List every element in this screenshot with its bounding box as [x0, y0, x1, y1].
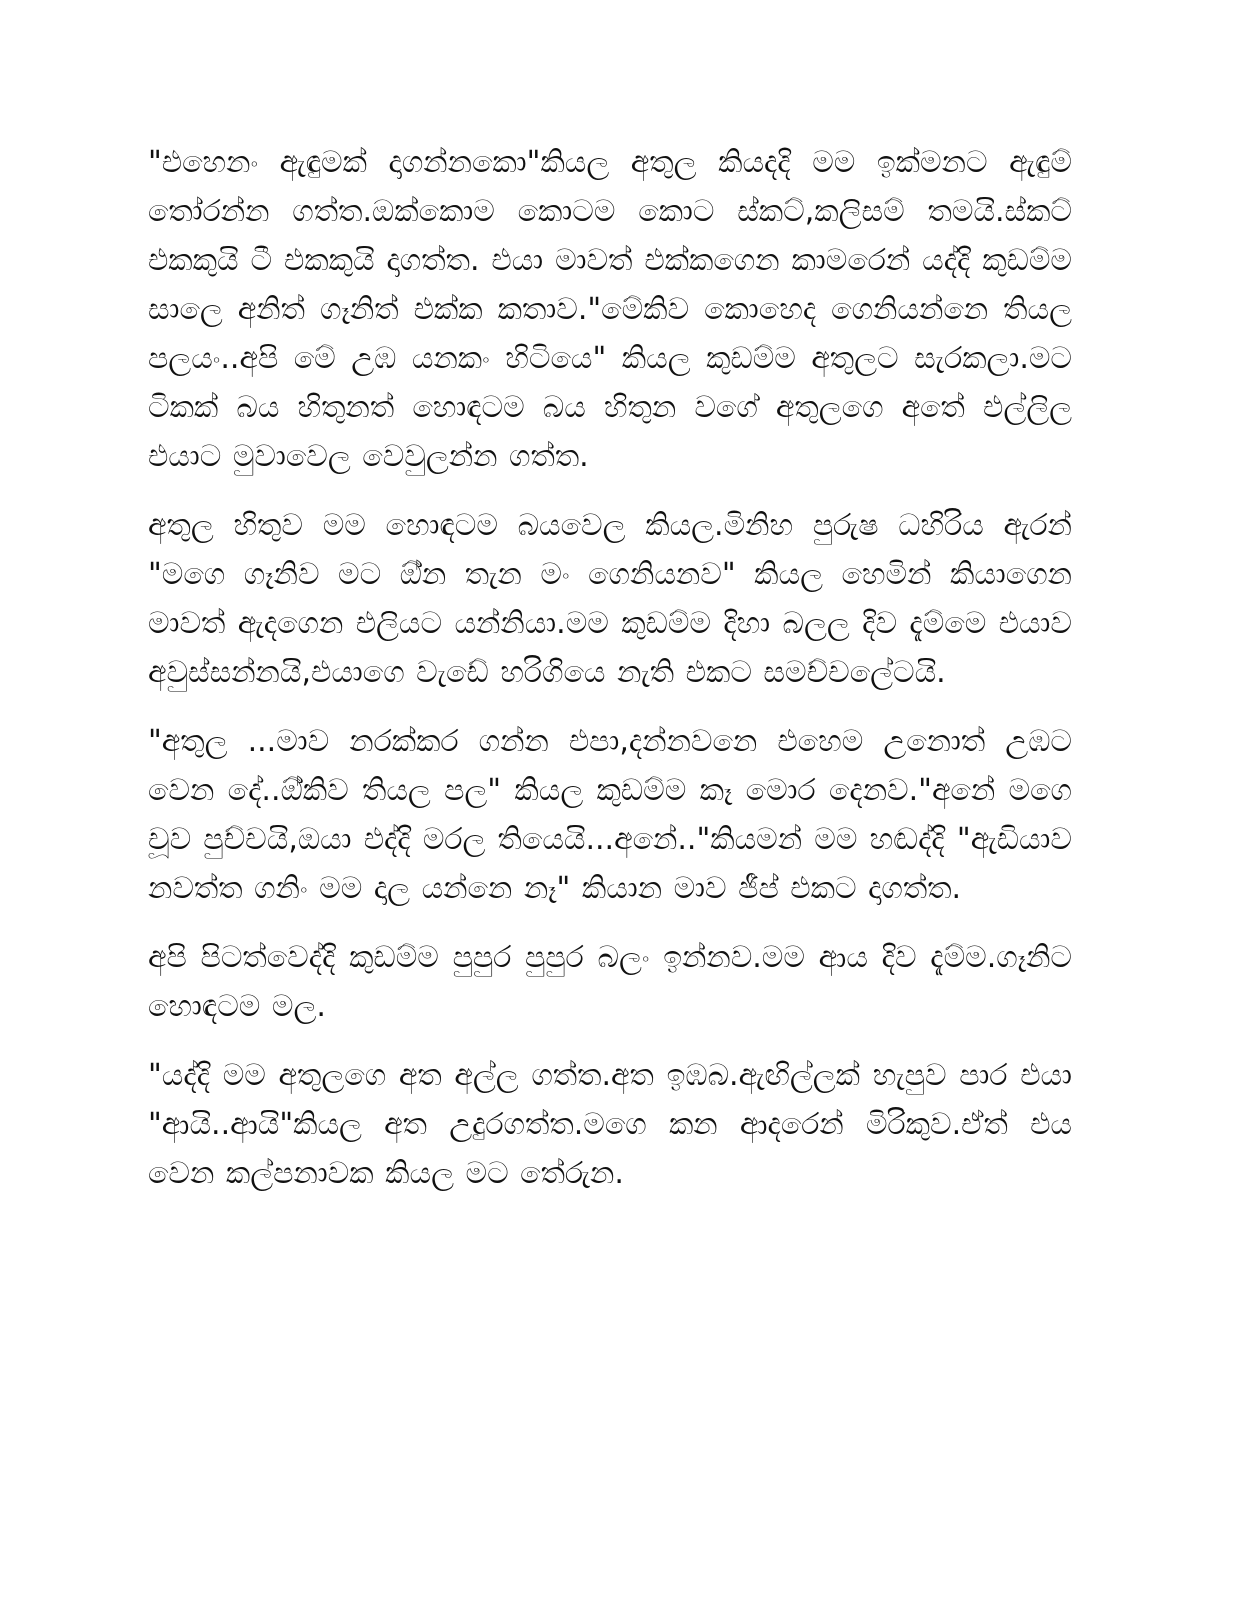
paragraph-5: "යද්දි මම අතුලගෙ අත අල්ල ගත්ත.අත ඉඹබ.ඇඟිල්ලක් හැපුව පාර එයා "ආයි..ආයි"කියල අත උදුරගත්ත.මගෙ කන ආදරෙන් මිරිකුව.ඒත් එය වෙන කල්පනාවක කියල මට තේරුන. — [148, 1058, 1072, 1191]
paragraph-3: "අතුල ...මාව නරක්කර ගන්න එපා,දන්නවනෙ එහෙම උනොත් උඹට වෙන දේ..ඕ්කිව තියල පල" කියල කුඩම්ම කෑ මොර දෙනව."අනේ මගෙ චූව පුච්චයි,ඔයා එද්දි මරල තියෙයි...අනේ.."කියමන් මම හඬද්දි "ඇඩියාව නවත්ත ගනිං මම දාල යන්නෙ නෑ" කියාන මාව ජීප් එකට දාගත්ත. — [148, 724, 1072, 906]
body-text — [148, 138, 1072, 1218]
paragraph-2: අතුල හිතුව මම හොඳටම බයවෙල කියල.මිනිහ පුරුෂ ධහිරිය ඇරන් "මගෙ ගෑනිව මට ඕ්න තැන මං ගෙනියනව" කියල හෙමින් කියාගෙන මාවත් ඇදගෙන එලියට යන්නියා.මම කුඩම්ම දිහා බලල දිව දැම්මෙ එයාව අවුස්සන්නයි,එයාගෙ වැඩේ හරිගියෙ නැති එකට සමච්චලේටයි. — [148, 508, 1072, 690]
paragraph-1: "එහෙනං ඇඳුමක් දාගන්නකො"කියල අතුල කියදදි මම ඉක්මනට ඇඳුම් තෝරන්න ගත්ත.ඔක්කොම කොටම කොට ස්කට්,කලිසම් තමයි.ස්කට් එකකුයි ටී එකකුයි දාගත්ත. එයා මාවත් එක්කගෙන කාමරෙන් යද්දි කුඩම්ම සාලෙ අනිත් ගෑනිත් එක්ක කතාව."මේකිව කොහෙද ගෙනියන්නෙ තියල පලයං..අපි මේ උඹ යනකං හිටියෙ" කියල කුඩම්ම අතුලට සැරකලා.මට ටිකක් බය හිතුනත් හොඳටම බය හිතුන වගේ අතුලගෙ අතේ එල්ලිල එයාට මුවාවෙල වෙවුලන්න ගත්ත. — [148, 145, 1072, 474]
paragraph-4: අපි පිටත්වෙද්දි කුඩම්ම පුපුර පුපුර බලං ඉන්නව.මම ආය දිව දැම්ම.ගෑනිට හොඳටම මල. — [148, 940, 1072, 1024]
